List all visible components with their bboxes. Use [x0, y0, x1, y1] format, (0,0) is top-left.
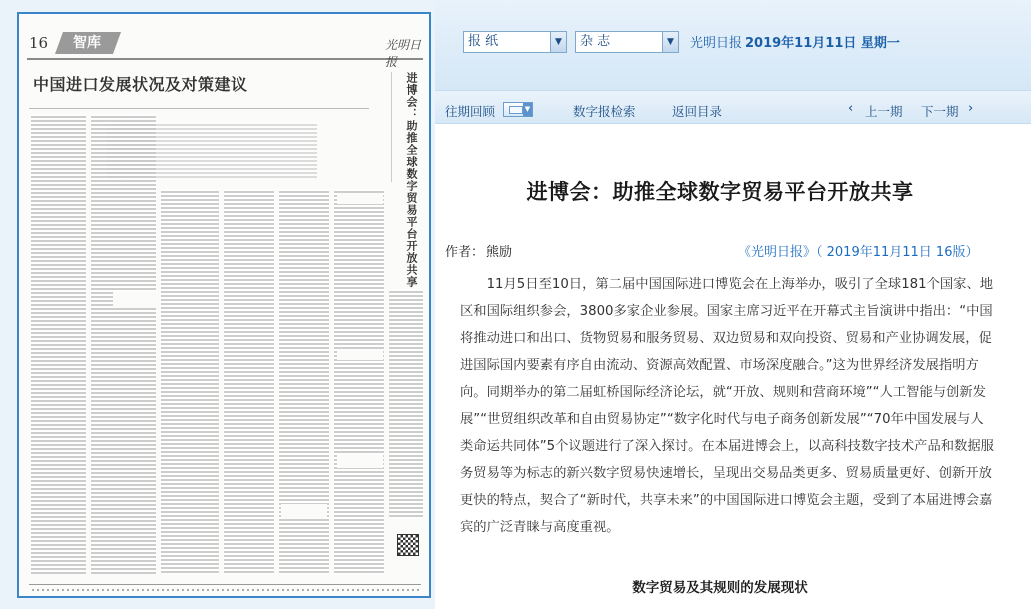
page-number: 16: [29, 34, 49, 52]
qr-code: [397, 534, 419, 556]
page-subhead: [337, 194, 383, 204]
section-heading: 数字贸易及其规则的发展现状: [632, 580, 808, 596]
page-subhead: [281, 504, 327, 518]
page-subhead: [337, 350, 383, 360]
text-column[interactable]: [91, 114, 156, 574]
article-title: 进博会：助推全球数字贸易平台开放共享: [526, 180, 914, 204]
page-headline[interactable]: 中国进口发展状况及对策建议: [33, 75, 248, 94]
paper-select-value: 报 纸: [468, 34, 499, 49]
chevron-down-icon: ▼: [550, 32, 566, 52]
chevron-left-icon[interactable]: ‹: [848, 101, 854, 116]
text-column[interactable]: [334, 189, 384, 574]
chevron-down-icon: ▼: [523, 103, 532, 116]
issue-date: 2019年11月11日 星期一: [745, 36, 900, 51]
paper-name: 光明日报: [690, 36, 743, 51]
page-vertical-title[interactable]: 进博会：助推全球数字贸易平台开放共享: [405, 72, 418, 288]
magazine-select[interactable]: [575, 31, 679, 53]
prev-issue-link[interactable]: 上一期: [865, 104, 903, 119]
masthead-logo: 光明日报: [385, 38, 422, 69]
paper-select[interactable]: [463, 31, 567, 53]
divider: [391, 72, 392, 182]
past-issues-link[interactable]: 往期回顾: [445, 104, 496, 119]
divider: [29, 108, 369, 109]
page-header: [27, 20, 423, 69]
back-to-index-link[interactable]: 返回目录: [672, 104, 723, 119]
text-column[interactable]: [107, 122, 317, 178]
next-issue-link[interactable]: 下一期: [921, 104, 959, 119]
page-subhead: [337, 454, 383, 468]
text-column[interactable]: [31, 114, 86, 574]
magazine-select-value: 杂 志: [580, 34, 611, 49]
text-column[interactable]: [389, 289, 423, 519]
article-source[interactable]: 《光明日报》（ 2019年11月11日 16版）: [738, 245, 979, 260]
page-footer: [29, 584, 421, 592]
article-paragraph: 11月5日至10日，第二届中国国际进口博览会在上海举办，吸引了全球181个国家、地区和国际组织参会，3800多家企业参展。国家主席习近平在开幕式主旨演讲中指出：“中国将推动进口和出口、货物贸易和服务贸易、双边贸易和双向投资、贸易和产业协调发展，促进国际国内要素有序自由流动、资源高效配置、市场深度融合。”这为世界经济发展指明方向。同期举办的第二届虹桥国际经济论坛，就“开放、规则和营商环境”“人工智能与创新发展”“世贸组织改革和自由贸易协定”“数字化时代与电子商务创新发展”“70年中国发展与人类命运共同体”5个议题进行了深入探讨。在本届进博会上，以高科技数字技术产品和数据服务贸易等为标志的新兴数字贸易快速增长，呈现出交易品类更多、贸易质量更好、创新开放更快的特点，契合了“新时代，共享未来”的中国国际进口博览会主题，受到了本届进博会嘉宾的广泛青睐与高度重视。: [460, 277, 994, 535]
author-name: 熊励: [486, 245, 513, 260]
calendar-icon: [509, 106, 523, 114]
chevron-right-icon[interactable]: ›: [968, 101, 974, 116]
chevron-down-icon: ▼: [662, 32, 678, 52]
author-label: 作者：: [445, 245, 485, 260]
page-subhead: [113, 292, 157, 308]
text-column[interactable]: [224, 189, 274, 574]
newspaper-page-thumbnail[interactable]: [17, 12, 431, 598]
article-body: [460, 271, 995, 541]
search-link[interactable]: 数字报检索: [573, 104, 636, 119]
text-column[interactable]: [161, 189, 219, 574]
past-issues-dropdown[interactable]: [503, 102, 533, 117]
section-tab: 智库: [73, 35, 101, 51]
